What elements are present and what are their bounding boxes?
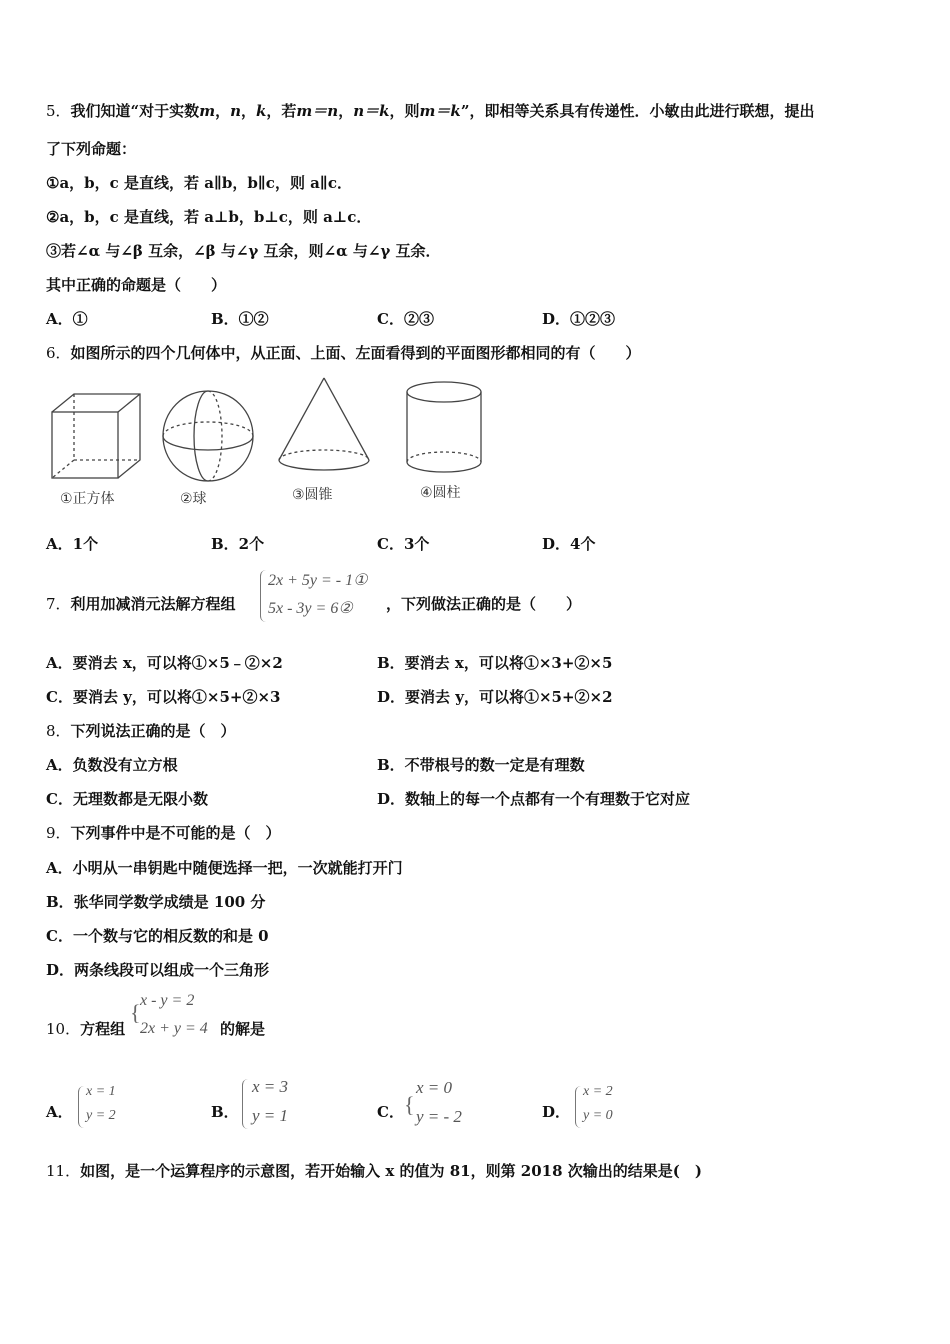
q7-stem-end: ，下列做法正确的是（ ） — [386, 595, 582, 613]
q6-number: 6． — [46, 344, 71, 362]
q10-option-d-system[interactable] — [573, 1082, 643, 1132]
q7-option-d[interactable]: D．要消去 y，可以将①×5+②×2 — [377, 688, 613, 706]
q9-stem: 9．下列事件中是不可能的是（ ） — [46, 824, 281, 842]
q7-brace — [260, 570, 267, 622]
q5-proposition-3: ③若∠α 与∠β 互余，∠β 与∠γ 互余，则∠α 与∠γ 互余． — [46, 242, 441, 260]
q8-stem: 8．下列说法正确的是（ ） — [46, 722, 236, 740]
q7-option-a[interactable]: A．要消去 x，可以将①×5﹣②×2 — [46, 654, 283, 672]
q7-eq-1: 2x + 5y = - 1① — [268, 572, 368, 589]
q8-option-c[interactable]: C．无理数都是无限小数 — [46, 790, 208, 808]
q10-option-b-system[interactable] — [240, 1075, 310, 1133]
q10-option-c-x: x = 0 — [416, 1078, 453, 1097]
q5-option-a[interactable]: A．① — [46, 310, 88, 328]
q9-option-d[interactable]: D．两条线段可以组成一个三角形 — [46, 961, 270, 979]
q10-option-c-letter[interactable]: C． — [377, 1103, 404, 1121]
q8-option-a[interactable]: A．负数没有立方根 — [46, 756, 178, 774]
q10-option-a-system[interactable] — [76, 1082, 146, 1132]
q10-stem-end: 的解是 — [220, 1020, 266, 1038]
cube-shape — [52, 394, 140, 478]
figure-label-cylinder: ④圆柱 — [420, 485, 461, 501]
q10-option-a-letter[interactable]: A． — [46, 1103, 73, 1121]
q10-brace: { — [130, 1000, 141, 1025]
q5-stem-continued: 了下列命题： — [46, 140, 137, 158]
q6-stem: 6．如图所示的四个几何体中，从正面、上面、左面看得到的平面图形都相同的有（ ） — [46, 344, 641, 362]
q8-option-d[interactable]: D．数轴上的每一个点都有一个有理数于它对应 — [377, 790, 691, 808]
q10-option-b-x: x = 3 — [252, 1077, 289, 1096]
q10-option-a-x: x = 1 — [86, 1084, 116, 1099]
q11-stem: 11．如图，是一个运算程序的示意图，若开始输入 x 的值为 81，则第 2018 次输出的结果是( ) — [46, 1162, 702, 1180]
q5-option-b[interactable]: B．①② — [211, 310, 269, 328]
figure-label-cube: ①正方体 — [60, 491, 115, 507]
q5-option-c[interactable]: C．②③ — [377, 310, 434, 328]
q7-option-c[interactable]: C．要消去 y，可以将①×5+②×3 — [46, 688, 281, 706]
q10-number: 10． — [46, 1020, 81, 1038]
figure-label-cone: ③圆锥 — [292, 487, 333, 503]
q9-option-c[interactable]: C．一个数与它的相反数的和是 0 — [46, 927, 269, 945]
q6-option-d[interactable]: D．4个 — [542, 535, 596, 553]
q6-option-c[interactable]: C．3个 — [377, 535, 430, 553]
q10-option-c-system[interactable]: { x = 0 y = - 2 — [404, 1078, 462, 1126]
cone-shape — [279, 378, 369, 470]
q5-question: 其中正确的命题是（ ） — [46, 276, 227, 294]
q7-stem-start: 7．利用加减消元法解方程组 — [46, 595, 236, 613]
q10-eq-2: 2x + y = 4 — [140, 1020, 208, 1037]
q10-option-d-letter[interactable]: D． — [542, 1103, 571, 1121]
q7-number: 7． — [46, 595, 71, 613]
q8-option-b[interactable]: B．不带根号的数一定是有理数 — [377, 756, 585, 774]
q6-option-b[interactable]: B．2个 — [211, 535, 265, 553]
q10-option-d-x: x = 2 — [583, 1084, 613, 1099]
q5-number: 5． — [46, 102, 71, 120]
q7-eq-2: 5x - 3y = 6② — [268, 600, 353, 617]
q9-option-a[interactable]: A．小明从一串钥匙中随便选择一把，一次就能打开门 — [46, 859, 403, 877]
q5-proposition-1: ①a，b，c 是直线，若 a∥b，b∥c，则 a∥c． — [46, 174, 352, 192]
figure-label-sphere: ②球 — [180, 491, 207, 507]
q11-number: 11． — [46, 1162, 81, 1180]
q9-option-b[interactable]: B．张华同学数学成绩是 100 分 — [46, 893, 266, 911]
sphere-shape — [163, 391, 253, 481]
q10-option-b-y: y = 1 — [252, 1106, 289, 1125]
q7-equation-system — [258, 566, 398, 626]
q8-number: 8． — [46, 722, 71, 740]
q6-option-a[interactable]: A．1个 — [46, 535, 99, 553]
q10-stem-start: 10．方程组 — [46, 1020, 126, 1038]
q5-option-d[interactable]: D．①②③ — [542, 310, 616, 328]
q9-number: 9． — [46, 824, 71, 842]
q5-proposition-2: ②a，b，c 是直线，若 a⊥b，b⊥c，则 a⊥c． — [46, 208, 372, 226]
q10-equation-system — [130, 992, 225, 1044]
q10-eq-1: x - y = 2 — [140, 992, 195, 1009]
cylinder-shape — [407, 382, 481, 472]
q6-solids-figure — [46, 372, 486, 512]
q10-option-a-y: y = 2 — [86, 1108, 116, 1123]
q10-option-d-y: y = 0 — [583, 1108, 613, 1123]
q10-option-b-letter[interactable]: B． — [211, 1103, 239, 1121]
q10-option-c-y: y = - 2 — [416, 1107, 462, 1126]
q5-stem: 5．我们知道“对于实数m，n，k，若m＝n，n＝k，则m＝k”，即相等关系具有传递性．小敏由此进行联想，提出 — [46, 102, 815, 120]
q7-option-b[interactable]: B．要消去 x，可以将①×3+②×5 — [377, 654, 613, 672]
